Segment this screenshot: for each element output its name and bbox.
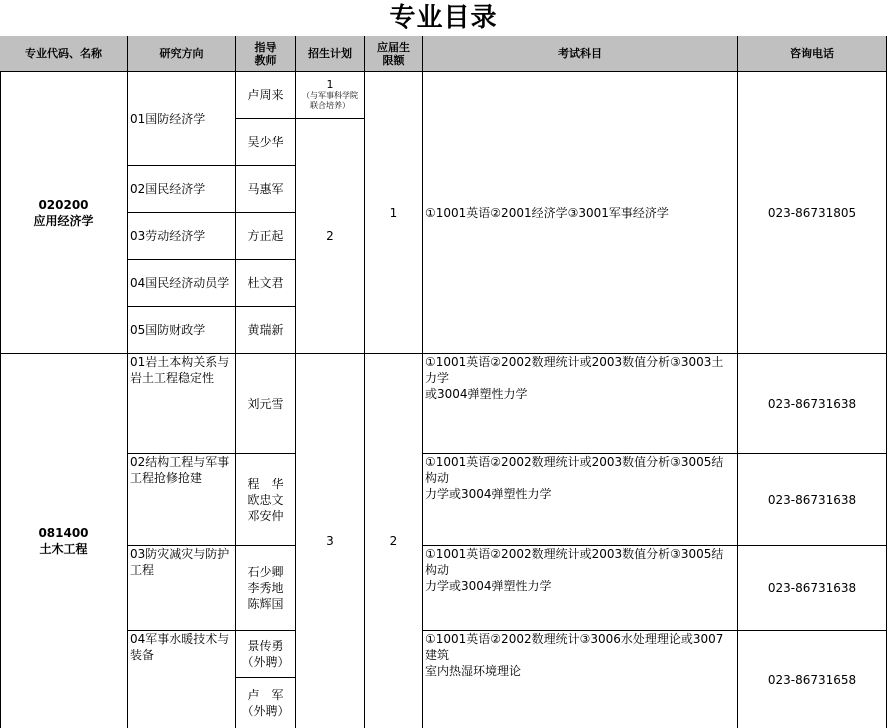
direction-02: 02国民经济学 — [128, 166, 236, 213]
major-name: 土木工程 — [39, 542, 88, 556]
direction-04: 04国民经济动员学 — [128, 260, 236, 307]
header-advisor-line2: 教师 — [254, 53, 277, 67]
advisor-cell: 黄瑞新 — [236, 307, 296, 354]
advisor-name: 石少卿 — [247, 565, 284, 579]
exam-line2: 力学或3004弹塑性力学 — [425, 579, 552, 593]
plan-special-cell — [296, 72, 365, 119]
exam-line1: ①1001英语②2002数理统计或2003数值分析③3003土力学 — [425, 355, 724, 385]
direction-label-line1: 02结构工程与军事 — [130, 455, 230, 469]
advisor-name: 程 华 — [247, 476, 284, 491]
major-code: 081400 — [38, 526, 89, 540]
plan-special-value: 1 — [326, 78, 334, 91]
direction-label-line2: 工程 — [130, 563, 155, 577]
advisor-name: 李秀地 — [247, 581, 284, 595]
advisor-cell — [236, 678, 296, 728]
header-advisor-line1: 指导 — [254, 40, 277, 54]
header-advisor — [236, 36, 296, 72]
header-fresh-quota — [365, 36, 423, 72]
phone-cell: 023-86731805 — [738, 72, 887, 354]
exam-line1: ①1001英语②2002数理统计或2003数值分析③3005结构动 — [425, 547, 724, 577]
exam-line2: 或3004弹塑性力学 — [425, 387, 528, 401]
advisor-cell: 卢周来 — [236, 72, 296, 119]
header-direction: 研究方向 — [128, 36, 236, 72]
plan-cell: 2 — [296, 119, 365, 354]
exam-cell — [423, 454, 738, 546]
exam-line2: 力学或3004弹塑性力学 — [425, 487, 552, 501]
direction-label-line2: 装备 — [130, 648, 155, 662]
direction-05: 05国防财政学 — [128, 307, 236, 354]
advisor-cell: 吴少华 — [236, 119, 296, 166]
phone-cell: 023-86731638 — [738, 354, 887, 454]
major-cell-020200 — [0, 72, 128, 354]
advisor-cell: 杜文君 — [236, 260, 296, 307]
plan-special-note-line2: 联合培养） — [310, 101, 350, 110]
advisor-cell — [236, 631, 296, 678]
phone-cell: 023-86731658 — [738, 631, 887, 728]
exam-line1: ①1001英语②2002数理统计③3006水处理理论或3007建筑 — [425, 632, 724, 662]
direction-03-disaster — [128, 546, 236, 631]
direction-03: 03劳动经济学 — [128, 213, 236, 260]
advisor-cell: 方正起 — [236, 213, 296, 260]
exam-line2: 室内热湿环境理论 — [425, 664, 522, 678]
advisor-cell: 刘元雪 — [236, 354, 296, 454]
exam-cell — [423, 631, 738, 728]
direction-label-line2: 岩土工程稳定性 — [130, 371, 215, 385]
header-code: 专业代码、名称 — [0, 36, 128, 72]
direction-02-structure — [128, 454, 236, 546]
advisor-cell — [236, 546, 296, 631]
phone-cell: 023-86731638 — [738, 546, 887, 631]
major-name: 应用经济学 — [33, 213, 94, 228]
header-plan: 招生计划 — [296, 36, 365, 72]
advisor-name: 欧忠文 — [247, 492, 284, 507]
advisor-note: （外聘） — [241, 655, 290, 669]
plan-special-note-line1: （与军事科学院 — [302, 91, 358, 100]
page-title: 专业目录 — [389, 3, 498, 33]
header-fresh-line2: 限额 — [382, 53, 405, 67]
header-exam: 考试科目 — [423, 36, 738, 72]
advisor-note: （外聘） — [241, 704, 290, 718]
fresh-quota-cell: 1 — [365, 72, 423, 354]
exam-cell — [423, 354, 738, 454]
header-phone: 咨询电话 — [738, 36, 887, 72]
major-code: 020200 — [38, 197, 89, 212]
plan-cell: 3 — [296, 354, 365, 728]
fresh-quota-cell: 2 — [365, 354, 423, 728]
exam-cell — [423, 546, 738, 631]
advisor-cell: 马惠军 — [236, 166, 296, 213]
direction-01: 01国防经济学 — [128, 72, 236, 166]
direction-label-line1: 01岩土本构关系与 — [130, 355, 230, 369]
advisor-name: 邓安仲 — [247, 508, 284, 523]
exam-line1: ①1001英语②2002数理统计或2003数值分析③3005结构动 — [425, 455, 724, 485]
major-cell-081400 — [0, 354, 128, 728]
direction-01-geotech — [128, 354, 236, 454]
header-fresh-line1: 应届生 — [377, 40, 410, 54]
advisor-cell — [236, 454, 296, 546]
direction-label-line1: 03防灾减灾与防护 — [130, 547, 230, 561]
direction-04-hvac — [128, 631, 236, 728]
exam-cell: ①1001英语②2001经济学③3001军事经济学 — [423, 72, 738, 354]
advisor-name: 景传勇 — [247, 639, 284, 653]
direction-label-line1: 04军事水暖技术与 — [130, 632, 230, 646]
direction-label-line2: 工程抢修抢建 — [130, 471, 203, 485]
advisor-name: 卢 军 — [247, 688, 284, 702]
phone-cell: 023-86731638 — [738, 454, 887, 546]
advisor-name: 陈辉国 — [247, 597, 284, 611]
